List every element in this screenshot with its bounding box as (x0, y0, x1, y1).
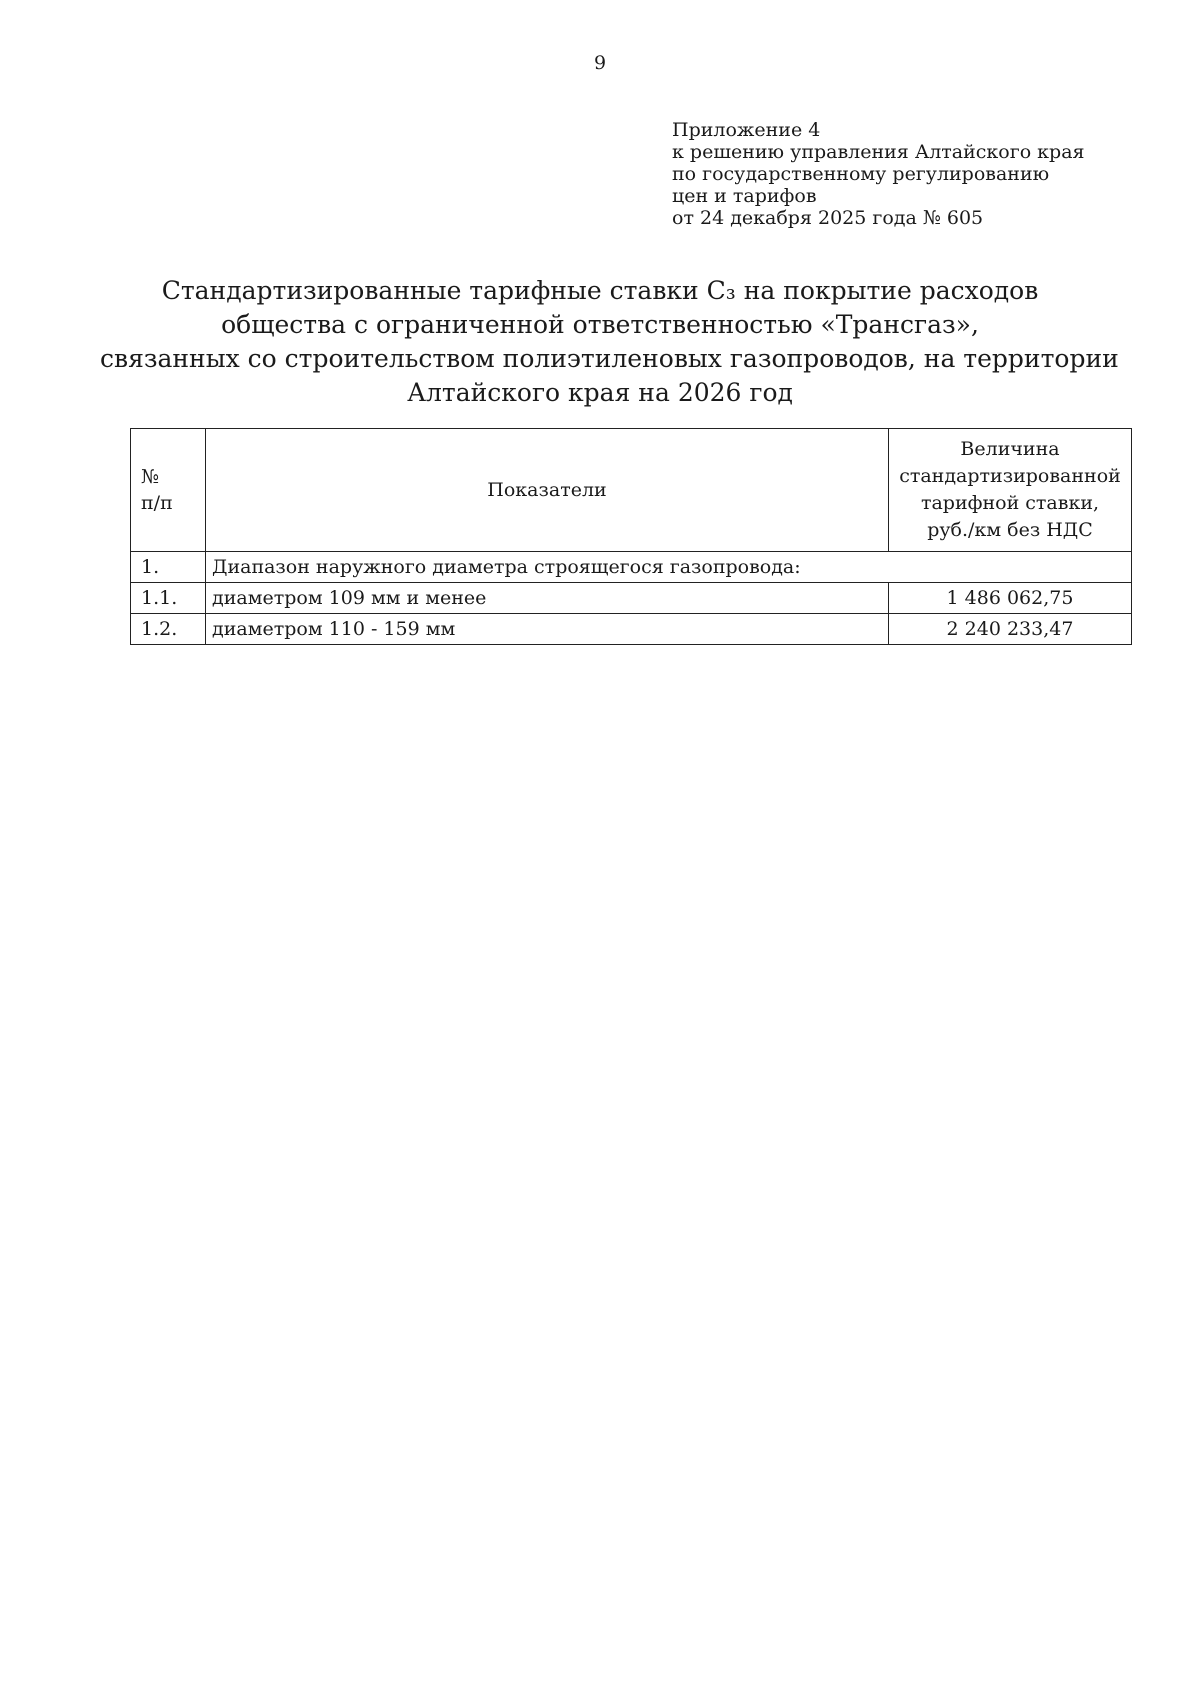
header-value-line: стандартизированной (899, 465, 1121, 487)
appendix-line: от 24 декабря 2025 года № 605 (672, 207, 984, 229)
header-number-pp: п/п (141, 492, 173, 514)
title-line: Стандартизированные тарифные ставки С₃ на покрытие расходов (161, 276, 1039, 305)
appendix-line: к решению управления Алтайского края (672, 141, 1085, 163)
document-title (100, 274, 1119, 410)
tariff-table (130, 428, 1132, 645)
appendix-line: по государственному регулированию (672, 163, 1050, 185)
table-row (131, 583, 1132, 614)
header-value-line: Величина (960, 438, 1060, 460)
row-indicator: Диапазон наружного диаметра строящегося газопровода: (206, 552, 1132, 583)
title-line: Алтайского края на 2026 год (407, 378, 793, 407)
title-line: связанных со строительством полиэтиленовых газопроводов, на территории (100, 344, 1119, 373)
table-row (131, 614, 1132, 645)
table-header-row (131, 429, 1132, 552)
appendix-block (672, 119, 1085, 229)
title-line: общества с ограниченной ответственностью «Трансгаз», (221, 310, 979, 339)
row-indicator: диаметром 110 - 159 мм (206, 614, 889, 645)
header-number (131, 429, 206, 552)
row-indicator: диаметром 109 мм и менее (206, 583, 889, 614)
appendix-line: цен и тарифов (672, 185, 817, 207)
header-indicator: Показатели (206, 429, 889, 552)
table-row (131, 552, 1132, 583)
page-number: 9 (593, 52, 607, 74)
header-value-line: руб./км без НДС (927, 519, 1093, 541)
header-value-line: тарифной ставки, (920, 492, 1100, 514)
header-value (889, 429, 1132, 552)
row-value: 2 240 233,47 (889, 614, 1132, 645)
row-number: 1.2. (131, 614, 206, 645)
row-number: 1. (131, 552, 206, 583)
appendix-line: Приложение 4 (672, 119, 821, 141)
row-value: 1 486 062,75 (889, 583, 1132, 614)
row-number: 1.1. (131, 583, 206, 614)
header-number-sign: № (141, 466, 159, 488)
